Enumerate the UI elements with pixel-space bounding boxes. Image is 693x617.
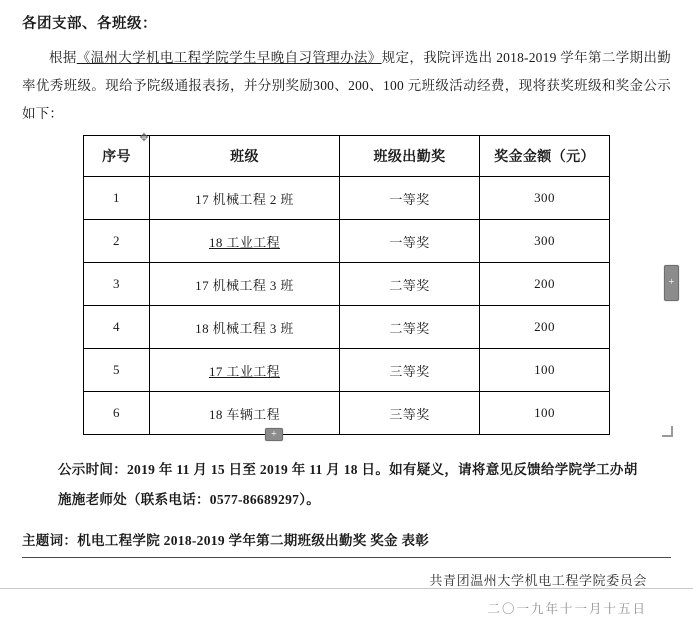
cell-award: 三等奖 (340, 392, 480, 435)
cell-class: 17 机械工程 3 班 (150, 263, 340, 306)
document-body-paragraph (22, 44, 671, 127)
signature-date: 二〇一九年十一月十五日 (487, 601, 647, 616)
regulation-title: 《温州大学机电工程学院学生早晚自习管理办法》 (76, 50, 382, 66)
signature-block (22, 570, 671, 617)
cell-amount: 100 (480, 392, 610, 435)
cell-award: 二等奖 (340, 263, 480, 306)
document-addressee: 各团支部、各班级： (22, 16, 157, 32)
cell-amount: 300 (480, 220, 610, 263)
table-row (84, 263, 610, 306)
cell-award: 一等奖 (340, 220, 480, 263)
cell-no: 3 (84, 263, 150, 306)
column-header-amount: 奖金金额（元） (480, 136, 610, 177)
cell-amount: 200 (480, 306, 610, 349)
add-row-handle[interactable]: + (265, 428, 283, 441)
award-table-wrapper (22, 132, 675, 440)
cell-class: 17 工业工程 (150, 349, 340, 392)
cell-amount: 100 (480, 349, 610, 392)
divider (22, 557, 671, 558)
table-header-row (84, 136, 610, 177)
page-bottom-rule (0, 588, 693, 589)
award-table (83, 135, 610, 435)
cell-award: 三等奖 (340, 349, 480, 392)
resize-corner-icon[interactable] (662, 426, 673, 437)
table-row (84, 177, 610, 220)
cell-no: 1 (84, 177, 150, 220)
notice-line-2: 施施老师处（联系电话：0577-86689297）。 (58, 492, 321, 507)
move-handle-icon[interactable]: ✥ (139, 132, 149, 145)
signature-org: 共青团温州大学机电工程学院委员会 (429, 572, 647, 588)
cell-amount: 200 (480, 263, 610, 306)
paragraph-suffix: 规定，我院评选出 2018-2019 学年第二学期出勤率优秀班级。现给予院级通报表扬，并分别奖励300、200、100 元班级活动经费，现将获奖班级和奖金公示如下： (22, 50, 671, 121)
add-column-handle[interactable]: + (664, 265, 679, 301)
cell-amount: 300 (480, 177, 610, 220)
cell-award: 一等奖 (340, 177, 480, 220)
cell-class: 18 工业工程 (150, 220, 340, 263)
column-header-no: 序号 (84, 136, 150, 177)
table-row (84, 220, 610, 263)
cell-class: 18 车辆工程 (150, 392, 340, 435)
cell-no: 4 (84, 306, 150, 349)
column-header-award: 班级出勤奖 (340, 136, 480, 177)
cell-no: 5 (84, 349, 150, 392)
cell-no: 2 (84, 220, 150, 263)
cell-class: 17 机械工程 2 班 (150, 177, 340, 220)
cell-award: 二等奖 (340, 306, 480, 349)
table-row (84, 306, 610, 349)
notice-block (22, 455, 671, 514)
table-row (84, 349, 610, 392)
cell-class: 18 机械工程 3 班 (150, 306, 340, 349)
paragraph-prefix: 根据 (49, 50, 77, 66)
table-row (84, 392, 610, 435)
keywords-line: 主题词：机电工程学院 2018-2019 学年第二期班级出勤奖 奖金 表彰 (22, 532, 430, 548)
cell-no: 6 (84, 392, 150, 435)
notice-line-1: 公示时间：2019 年 11 月 15 日至 2019 年 11 月 18 日。如有疑义，请将意见反馈给学院学工办胡 (58, 462, 638, 478)
column-header-class: 班级 (150, 136, 340, 177)
